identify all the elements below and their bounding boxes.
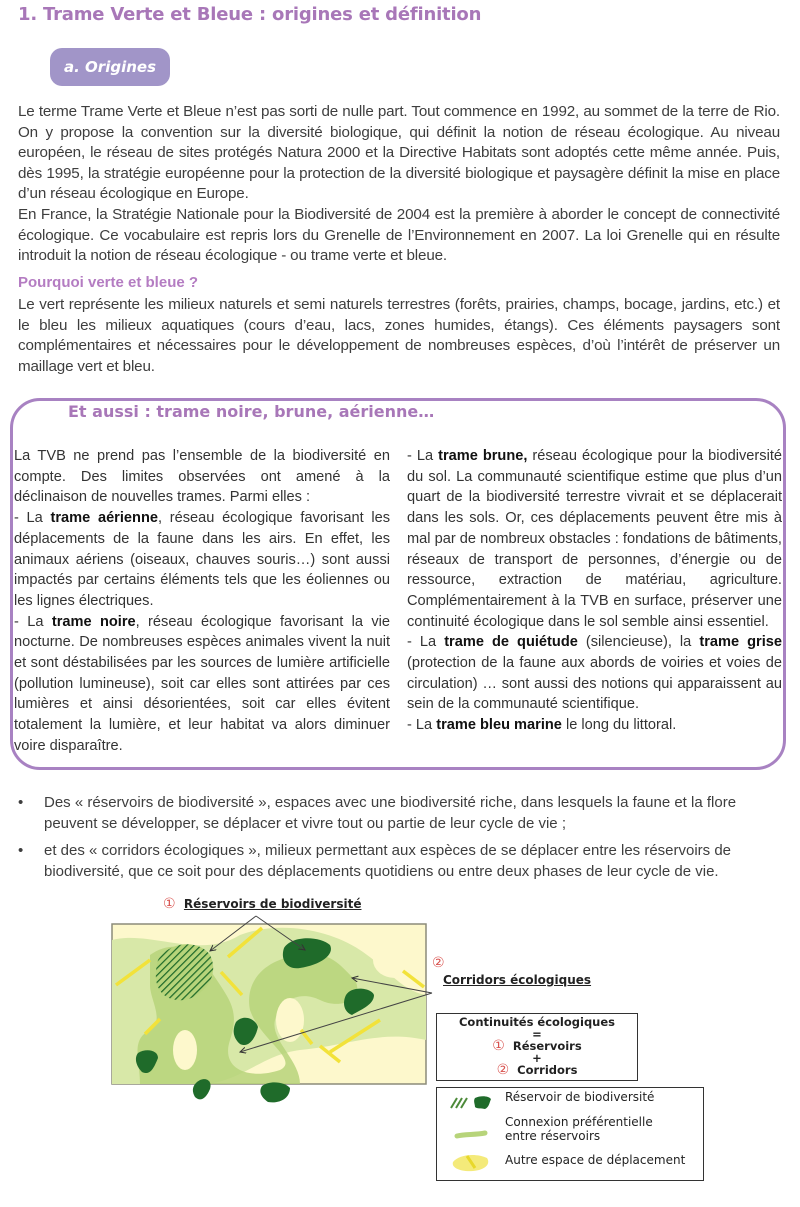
continuity-title: Continuités écologiques [458,1015,616,1029]
item-prefix: - La [14,613,52,630]
reservoir-icon [451,1096,491,1109]
box-title: Et aussi : trame noire, brune, aérienne… [68,402,435,421]
autre-espace-icon [453,1155,488,1171]
origins-paragraph-1: Le terme Trame Verte et Bleue n’est pas sorti de nulle part. Tout commence en 1992, au sommet de la terre de Rio. On y propose la convention sur la diversité biologique, qui définit la notion de réseau écologique. Au niveau européen, le réseau de sites protégés Natura 2000 et la Directive Habitats sont adoptés cette même année. Puis, dès 1995, la stratégie européenne pour la protection de la diversité biologique et paysagère définit la mise en place d’un réseau écologique en Europe. [18,103,780,202]
subsection-pill-label: a. Origines [64,58,156,76]
section-title: 1. Trame Verte et Bleue : origines et définition [18,4,482,25]
why-heading: Pourquoi verte et bleue ? [18,274,199,291]
trame-quietude-term: trame de quiétude [444,634,578,651]
trame-aerienne-text: , réseau écologique favorisant les déplacements de la faune dans les airs. En effet, les animaux aériens (oiseaux, chauves souris…) sont aussi impactés par certains éléments tels que les éoliennes ou les lignes électriques. [14,510,390,609]
continuity-plus: + [532,1051,542,1065]
marker-2-icon: ② [496,1062,510,1078]
trame-noire-text: , réseau écologique favorisant la vie nocturne. De nombreuses espèces animales vivent la nuit et sont déstabilisées par les sources de lumière artificielle (pollution lumineuse), soit car elles sont attirées par ces lumières et ainsi désorientées, soit car elles évitent totalement la lumière, et leur habitat va alors diminuer voire disparaître. [14,613,390,754]
map-legend [436,1087,704,1181]
bullet-text: Des « réservoirs de biodiversité », espaces avec une biodiversité riche, dans lesquels la faune et la flore peuvent se développer, se déplacer et vivre tout ou partie de leur cycle de vie ; [44,794,737,832]
marker-1-icon: ① [163,896,176,912]
corridors-label: Corridors écologiques [443,973,592,987]
why-paragraph: Le vert représente les milieux naturels et semi naturels terrestres (forêts, prairies, champs, bocage, jardins, etc.) et le bleu les milieux aquatiques (cours d’eau, lacs, zones humides, étangs). Ces éléments paysagers sont complémentaires et nécessaires pour le développement de nombreuses espèces, d’où l’intérêt de préserver un maillage vert et bleu. [18,296,780,375]
item-prefix: - La [407,717,437,734]
trame-marine-term: trame bleu marine [436,717,562,734]
trame-marine-text: le long du littoral. [561,717,677,734]
bullet-dot-icon: • [18,842,24,859]
continuity-equals: = [532,1027,542,1041]
trame-noire-term: trame noire [51,613,136,630]
box-intro: La TVB ne prend pas l’ensemble de la biodiversité en compte. Des limites observées ont amené à la déclinaison de nouvelles trames. Parmi elles : [14,448,390,506]
trame-aerienne-term: trame aérienne [50,510,158,527]
origins-paragraph-2: En France, la Stratégie Nationale pour la Biodiversité de 2004 est la première à aborder le concept de connectivité écologique. Ce vocabulaire est repris lors du Grenelle de l’Environnement en 2007. La loi Grenelle qui en résulte introduit la notion de réseau écologique - ou trame verte et bleue. [18,206,780,264]
legend-icons [445,1090,501,1178]
legend-reservoir-label: Réservoir de biodiversité [505,1090,655,1104]
item-prefix: - La [14,510,51,527]
continuity-item-2 [437,1064,637,1076]
reservoirs-label [163,896,361,912]
connexion-icon [457,1133,485,1136]
continuity-item-2-text: Corridors [517,1063,578,1077]
trame-grise-term: trame grise [699,634,783,651]
trame-quietude-mid: (silencieuse), la [577,634,700,651]
bullet-text: et des « corridors écologiques », milieux permettant aux espèces de se déplacer entre les réservoirs de biodiversité, que ce soit pour des déplacements quotidiens ou entre deux phases de leur cycle de vie. [44,842,732,880]
legend-connexion-line-1: Connexion préférentielle [505,1115,653,1129]
item-prefix: - La [407,634,445,651]
continuity-box [436,1013,638,1081]
item-prefix: - La [407,448,439,464]
trame-brune-text: réseau écologique pour la biodiversité du sol. La communauté scientifique estime que plus d’un quart de la biodiversité terrestre vivrait et se déplacerait dans les sols. Or, ces déplacements peuvent être mis à mal par de nombreux obstacles : fondations de bâtiments, réseaux de transport de personnes, d’énergie ou de ressource, extraction de matériau, agriculture. Complémentairement à la TVB en surface, préserver une continuité écologique dans le sol semble ainsi essentiel. [407,448,782,630]
marker-2-icon: ② [432,955,445,971]
marker-2-label [432,955,445,971]
reservoirs-label-text: Réservoirs de biodiversité [183,897,362,911]
bullet-dot-icon: • [18,794,24,811]
continuity-item-1-text: Réservoirs [512,1039,582,1053]
legend-connexion-line-2: entre réservoirs [505,1129,601,1143]
legend-autre-label: Autre espace de déplacement [505,1153,686,1167]
marker-1-icon: ① [492,1038,505,1054]
legend-connexion-label [505,1115,653,1143]
trame-grise-text: (protection de la faune aux abords de voiries et voies de circulation) … sont aussi des notions qui apparaissent au sein de la communauté scientifique. [407,655,782,713]
trame-brune-term: trame brune, [438,448,528,464]
